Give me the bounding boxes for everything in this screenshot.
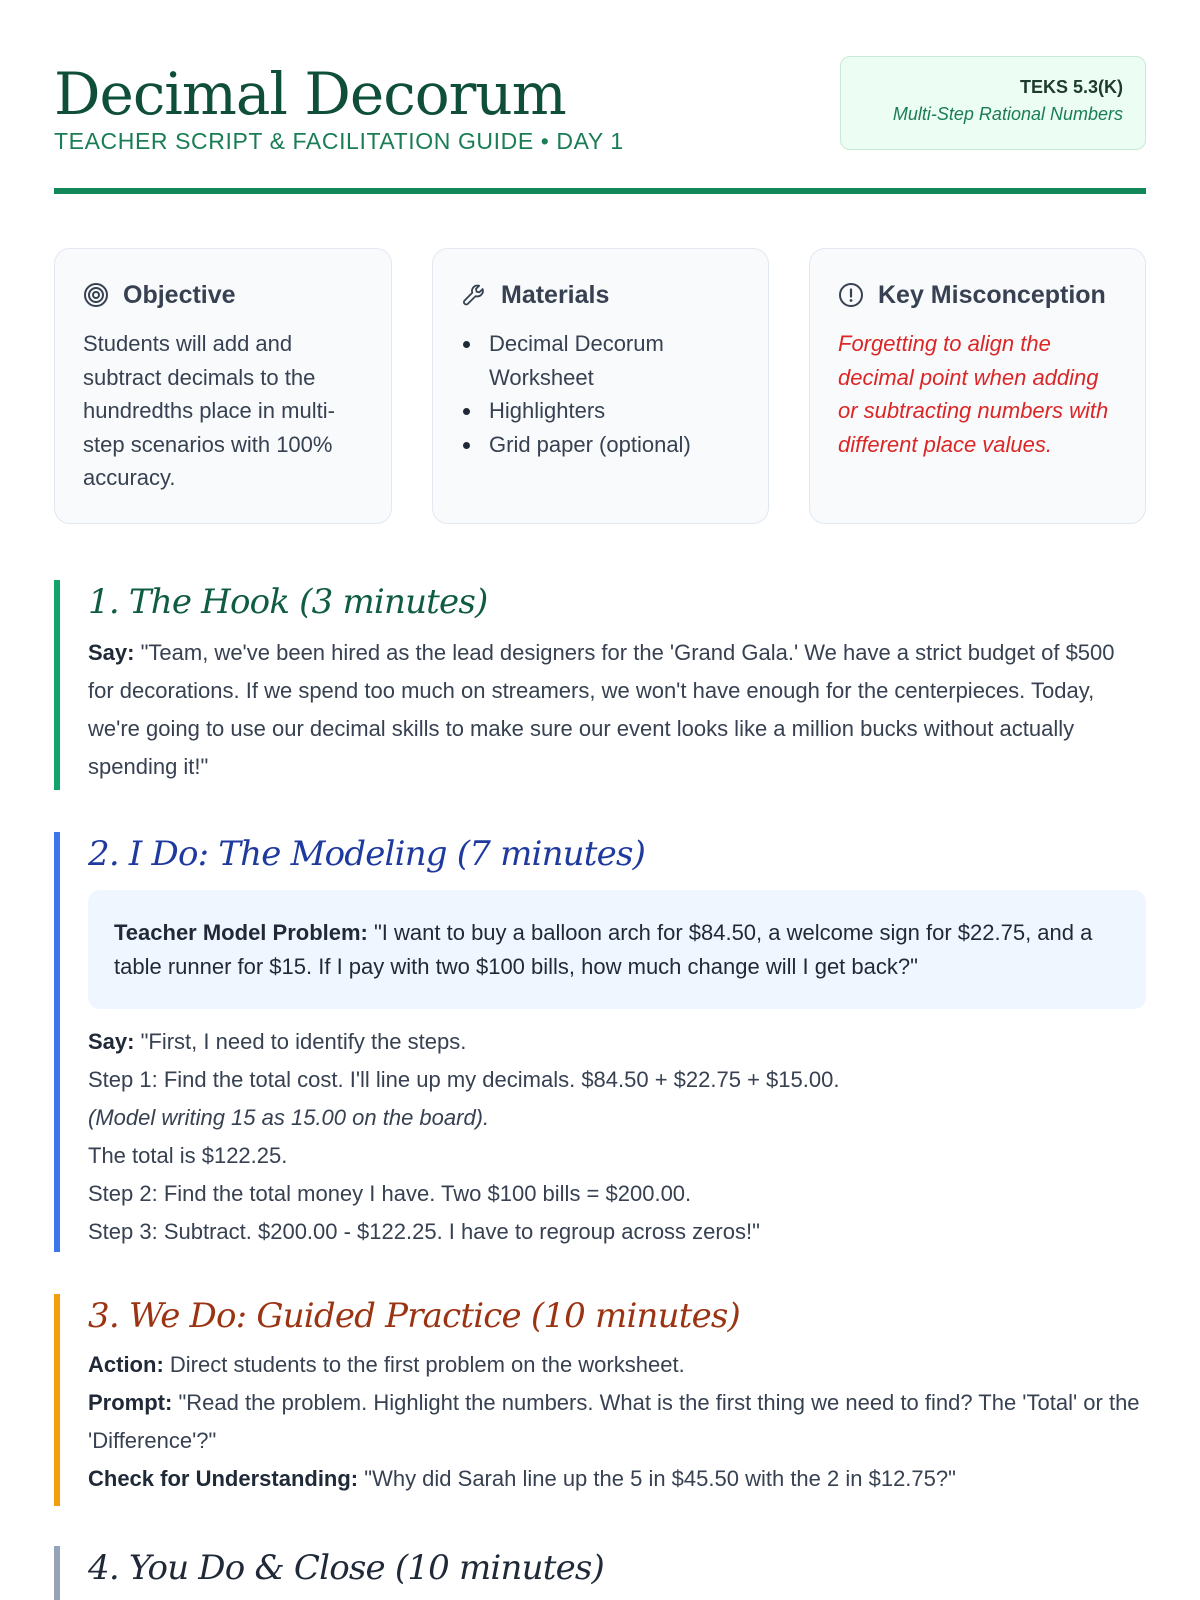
misconception-text: Forgetting to align the decimal point when adding or subtracting numbers with different place values. <box>838 331 1109 457</box>
page-header <box>54 56 1146 196</box>
say-text: "Team, we've been hired as the lead designers for the 'Grand Gala.' We have a strict budget of $500 for decorations. If we spend too much on streamers, we won't have enough for the centerpieces. Today, we're going to use our decimal skills to make sure our event looks like a million bucks without actually spending it!" <box>88 640 1115 779</box>
prompt-text: "Read the problem. Highlight the numbers. What is the first thing we need to find? The 'Total' or the 'Difference'?" <box>88 1390 1140 1453</box>
action-text: Direct students to the first problem on the worksheet. <box>163 1352 685 1377</box>
section-i-do <box>54 832 1146 1252</box>
model-problem-text: "I want to buy a balloon arch for $84.50, a welcome sign for $22.75, and a table runner for $15. If I pay with two $100 bills, how much change will I get back?" <box>114 920 1093 979</box>
prompt-label: Prompt: <box>88 1390 173 1415</box>
misconception-card <box>809 248 1146 524</box>
wrench-icon <box>461 282 487 308</box>
materials-item: Grid paper (optional) <box>461 428 740 462</box>
model-problem-label: Teacher Model Problem: <box>114 920 368 945</box>
materials-card <box>432 248 769 524</box>
section-body <box>88 1023 1146 1251</box>
objective-text: Students will add and subtract decimals to the hundredths place in multi-step scenarios with 100% accuracy. <box>83 331 335 490</box>
info-cards <box>54 248 1146 526</box>
say-label: Say: <box>88 1029 135 1054</box>
model-problem-box <box>88 890 1146 1009</box>
objective-card-header <box>83 279 363 311</box>
alert-circle-icon <box>838 282 864 308</box>
say-line <box>88 1023 1146 1061</box>
check-line <box>88 1460 1146 1498</box>
section-body <box>88 634 1146 786</box>
misconception-card-header <box>838 279 1117 311</box>
section-title: 3. We Do: Guided Practice (10 minutes) <box>88 1296 741 1336</box>
action-label: Action: <box>88 1352 164 1377</box>
materials-card-header <box>461 279 740 311</box>
section-title: 1. The Hook (3 minutes) <box>88 582 488 622</box>
section-body <box>88 1346 1146 1498</box>
step-3-text: Step 3: Subtract. $200.00 - $122.25. I have to regroup across zeros!" <box>88 1219 760 1244</box>
materials-title: Materials <box>501 280 610 309</box>
check-label: Check for Understanding: <box>88 1466 359 1491</box>
teks-code: TEKS 5.3(K) <box>1019 77 1123 97</box>
lesson-page <box>54 0 1146 1600</box>
section-accent-bar <box>54 580 60 790</box>
objective-card <box>54 248 392 524</box>
say-label: Say: <box>88 640 135 665</box>
section-title: 2. I Do: The Modeling (7 minutes) <box>88 834 646 874</box>
target-icon <box>83 282 109 308</box>
total-text: The total is $122.25. <box>88 1143 288 1168</box>
teks-description: Multi-Step Rational Numbers <box>892 104 1123 124</box>
section-you-do <box>54 1546 1146 1600</box>
step-1-text: Step 1: Find the total cost. I'll line up my decimals. $84.50 + $22.75 + $15.00. <box>88 1067 840 1092</box>
section-accent-bar <box>54 1546 60 1600</box>
misconception-title: Key Misconception <box>878 280 1106 309</box>
step-2-text: Step 2: Find the total money I have. Two $100 bills = $200.00. <box>88 1181 692 1206</box>
section-accent-bar <box>54 832 60 1252</box>
teks-badge <box>840 56 1146 150</box>
prompt-line <box>88 1384 1146 1460</box>
page-subtitle: TEACHER SCRIPT & FACILITATION GUIDE • DAY 1 <box>54 128 624 154</box>
page-title: Decimal Decorum <box>54 60 566 128</box>
section-hook <box>54 580 1146 790</box>
say-text: "First, I need to identify the steps. <box>134 1029 467 1054</box>
section-we-do <box>54 1294 1146 1506</box>
header-divider <box>54 188 1146 194</box>
materials-item: Highlighters <box>461 394 740 428</box>
check-text: "Why did Sarah line up the 5 in $45.50 with the 2 in $12.75?" <box>358 1466 956 1491</box>
model-note: (Model writing 15 as 15.00 on the board). <box>88 1105 490 1130</box>
objective-title: Objective <box>123 280 236 309</box>
section-title: 4. You Do & Close (10 minutes) <box>88 1548 604 1588</box>
materials-item: Decimal Decorum Worksheet <box>461 327 740 394</box>
section-accent-bar <box>54 1294 60 1506</box>
materials-list <box>461 327 740 461</box>
action-line <box>88 1346 1146 1384</box>
